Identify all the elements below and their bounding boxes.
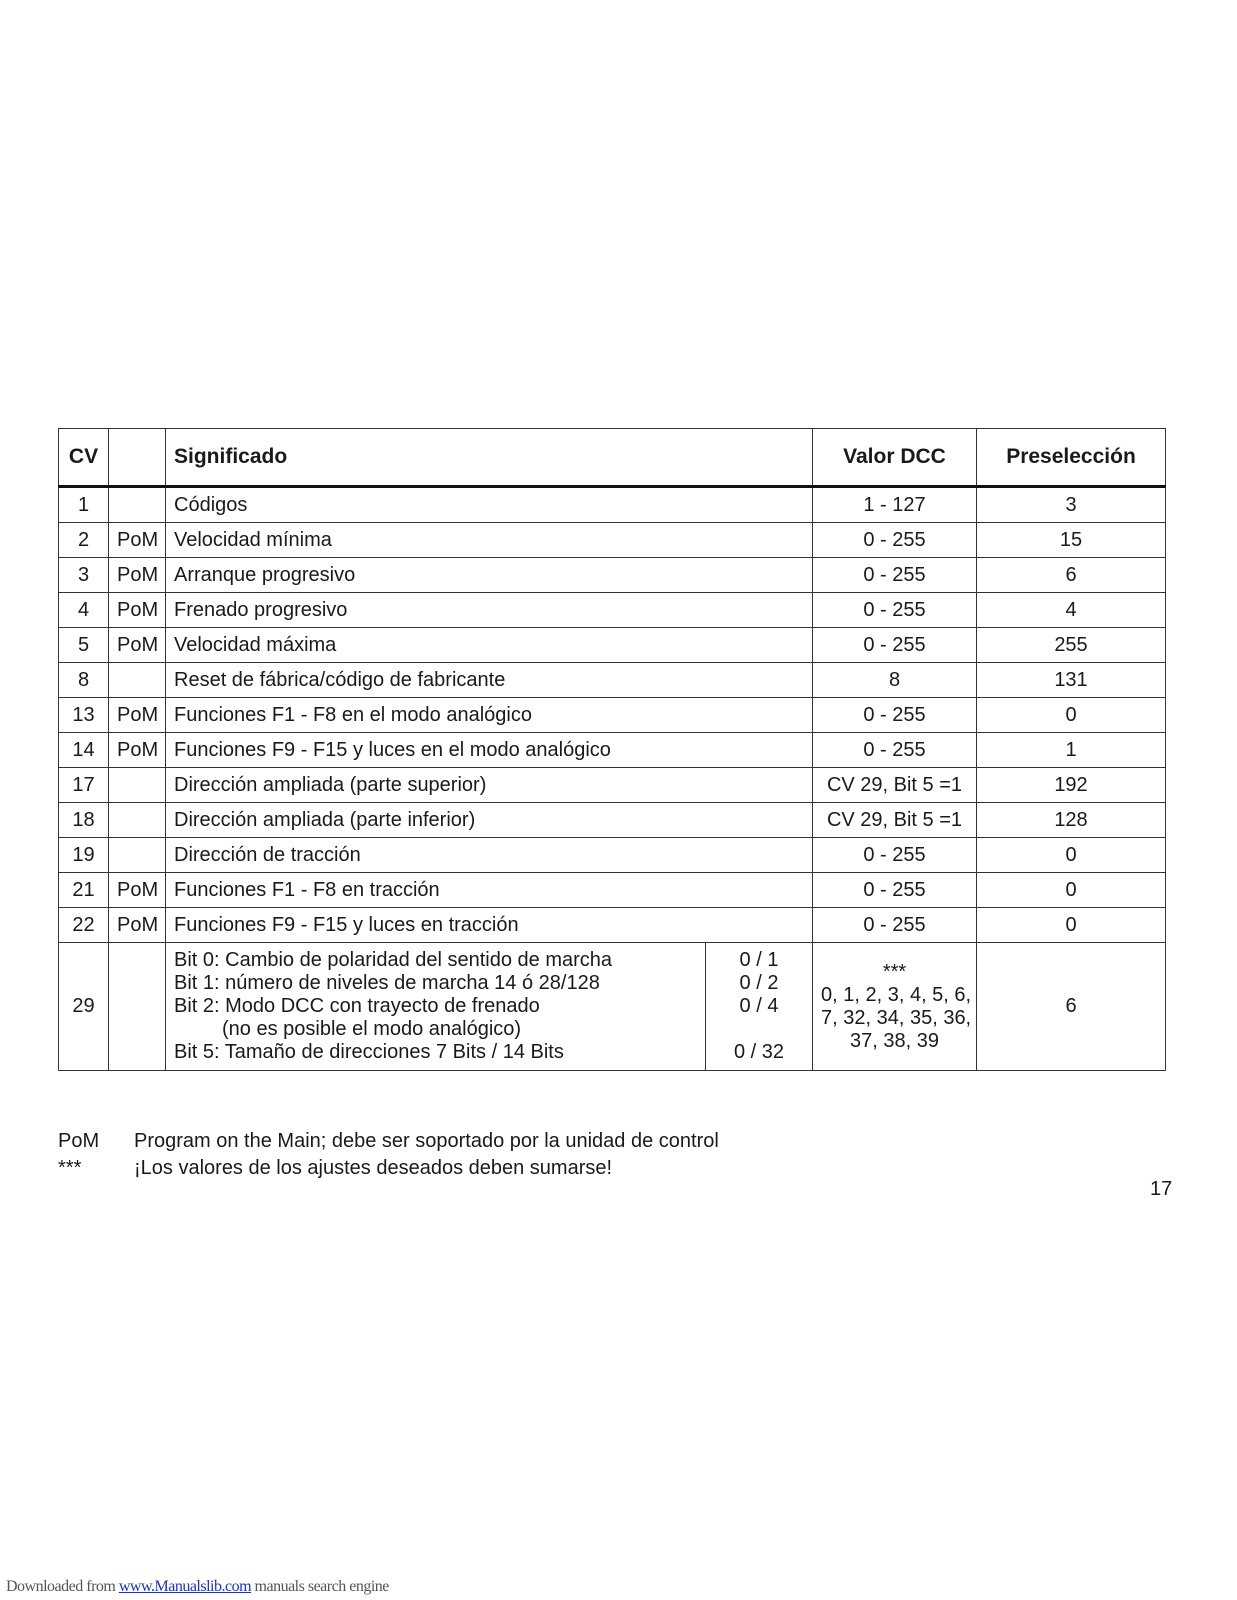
cell-preset: 131 xyxy=(977,663,1166,698)
table-row xyxy=(59,768,1166,803)
cell-preset: 0 xyxy=(977,698,1166,733)
cell-cv: 19 xyxy=(59,838,109,873)
dcc-values-line: 7, 32, 34, 35, 36, xyxy=(821,1006,972,1029)
cell-preset: 255 xyxy=(977,628,1166,663)
cell-pom: PoM xyxy=(109,558,166,593)
cell-dcc-value: 0 - 255 xyxy=(813,558,977,593)
dcc-values-line: 37, 38, 39 xyxy=(850,1029,939,1052)
cell-preset: 0 xyxy=(977,838,1166,873)
cell-pom: PoM xyxy=(109,593,166,628)
cell-cv: 29 xyxy=(59,943,109,1071)
cell-meaning: Frenado progresivo xyxy=(166,593,813,628)
cell-preset: 0 xyxy=(977,873,1166,908)
cell-meaning: Velocidad mínima xyxy=(166,523,813,558)
legend-text: Program on the Main; debe ser soportado por la unidad de control xyxy=(134,1130,719,1152)
footer-suffix: manuals search engine xyxy=(251,1578,389,1595)
cell-cv: 1 xyxy=(59,487,109,523)
cell-dcc-value: 0 - 255 xyxy=(813,523,977,558)
header-cv: CV xyxy=(59,429,109,487)
cell-pom: PoM xyxy=(109,628,166,663)
cell-preset: 15 xyxy=(977,523,1166,558)
table-row xyxy=(59,803,1166,838)
cell-cv: 21 xyxy=(59,873,109,908)
table-row xyxy=(59,733,1166,768)
cell-pom xyxy=(109,803,166,838)
cell-dcc-value: 0 - 255 xyxy=(813,873,977,908)
cell-meaning: Funciones F1 - F8 en el modo analógico xyxy=(166,698,813,733)
table-row xyxy=(59,593,1166,628)
footer-prefix: Downloaded from xyxy=(6,1578,119,1595)
cell-pom: PoM xyxy=(109,908,166,943)
cell-dcc-value: CV 29, Bit 5 =1 xyxy=(813,768,977,803)
cell-dcc-value: 0 - 255 xyxy=(813,628,977,663)
header-pom xyxy=(109,429,166,487)
cell-bit-values xyxy=(706,943,813,1071)
cell-pom: PoM xyxy=(109,873,166,908)
cell-preset: 4 xyxy=(977,593,1166,628)
cell-pom: PoM xyxy=(109,698,166,733)
cell-dcc-value: 0 - 255 xyxy=(813,838,977,873)
cell-meaning: Dirección ampliada (parte inferior) xyxy=(166,803,813,838)
cell-meaning: Dirección de tracción xyxy=(166,838,813,873)
cell-cv: 5 xyxy=(59,628,109,663)
table-row xyxy=(59,487,1166,523)
table-row xyxy=(59,838,1166,873)
table-row xyxy=(59,558,1166,593)
cell-dcc-value: 0 - 255 xyxy=(813,733,977,768)
bit-5-text: Bit 5: Tamaño de direcciones 7 Bits / 14 Bits xyxy=(174,1041,564,1063)
cell-meaning: Funciones F1 - F8 en tracción xyxy=(166,873,813,908)
table-row-cv29 xyxy=(59,943,1166,1071)
cell-cv: 17 xyxy=(59,768,109,803)
cell-cv: 22 xyxy=(59,908,109,943)
bit-2-note-value xyxy=(714,1018,804,1041)
cell-pom xyxy=(109,768,166,803)
bit-5-value: 0 / 32 xyxy=(733,1041,785,1063)
cell-cv: 3 xyxy=(59,558,109,593)
cell-pom xyxy=(109,838,166,873)
cell-preset: 3 xyxy=(977,487,1166,523)
table-row xyxy=(59,663,1166,698)
cell-meaning: Códigos xyxy=(166,487,813,523)
header-meaning: Significado xyxy=(166,429,813,487)
legend-text: ¡Los valores de los ajustes deseados deben sumarse! xyxy=(134,1157,613,1179)
download-footer xyxy=(6,1578,389,1596)
cell-dcc-value: 0 - 255 xyxy=(813,593,977,628)
cell-cv: 14 xyxy=(59,733,109,768)
legend-item xyxy=(58,1128,719,1155)
cell-dcc-value: CV 29, Bit 5 =1 xyxy=(813,803,977,838)
cell-meaning: Arranque progresivo xyxy=(166,558,813,593)
cell-cv: 2 xyxy=(59,523,109,558)
cell-meaning: Dirección ampliada (parte superior) xyxy=(166,768,813,803)
bit-1-text: Bit 1: número de niveles de marcha 14 ó 28/128 xyxy=(174,972,600,994)
cell-dcc-value: 0 - 255 xyxy=(813,908,977,943)
legend-key: PoM xyxy=(58,1130,100,1152)
cell-meaning: Reset de fábrica/código de fabricante xyxy=(166,663,813,698)
header-dcc-value: Valor DCC xyxy=(813,429,977,487)
dcc-values-line: 0, 1, 2, 3, 4, 5, 6, xyxy=(821,983,972,1006)
table-row xyxy=(59,628,1166,663)
cell-cv: 8 xyxy=(59,663,109,698)
bit-2-text: Bit 2: Modo DCC con trayecto de frenado xyxy=(174,995,540,1017)
cell-preset: 6 xyxy=(977,558,1166,593)
table-row xyxy=(59,873,1166,908)
cell-dcc-value: 1 - 127 xyxy=(813,487,977,523)
cell-dcc-value: 8 xyxy=(813,663,977,698)
bit-0-text: Bit 0: Cambio de polaridad del sentido de marcha xyxy=(174,949,613,971)
legend-item xyxy=(58,1155,719,1182)
cell-pom xyxy=(109,663,166,698)
cell-cv: 4 xyxy=(59,593,109,628)
header-preset: Preselección xyxy=(977,429,1166,487)
table-row xyxy=(59,908,1166,943)
cell-meaning: Funciones F9 - F15 y luces en tracción xyxy=(166,908,813,943)
manualslib-link[interactable]: www.Manualslib.com xyxy=(118,1578,252,1595)
cell-dcc-value xyxy=(813,943,977,1071)
cell-pom: PoM xyxy=(109,733,166,768)
bit-1-value: 0 / 2 xyxy=(739,972,779,994)
cell-cv: 13 xyxy=(59,698,109,733)
table-row xyxy=(59,698,1166,733)
cell-cv: 18 xyxy=(59,803,109,838)
cell-preset: 192 xyxy=(977,768,1166,803)
cell-pom: PoM xyxy=(109,523,166,558)
cell-meaning: Velocidad máxima xyxy=(166,628,813,663)
bit-2-value: 0 / 4 xyxy=(739,995,779,1017)
cell-preset: 0 xyxy=(977,908,1166,943)
cell-bit-descriptions xyxy=(166,943,706,1071)
cell-preset: 128 xyxy=(977,803,1166,838)
cv-table xyxy=(58,428,1166,1071)
cell-pom xyxy=(109,943,166,1071)
cell-preset: 1 xyxy=(977,733,1166,768)
cell-pom xyxy=(109,487,166,523)
page-number: 17 xyxy=(1150,1178,1173,1200)
table-header-row xyxy=(59,429,1166,487)
bit-0-value: 0 / 1 xyxy=(739,949,779,971)
dcc-asterisks: *** xyxy=(882,960,907,983)
cell-meaning: Funciones F9 - F15 y luces en el modo analógico xyxy=(166,733,813,768)
cell-dcc-value: 0 - 255 xyxy=(813,698,977,733)
legend xyxy=(58,1128,719,1182)
legend-key: *** xyxy=(58,1157,82,1179)
table-row xyxy=(59,523,1166,558)
cell-preset: 6 xyxy=(977,943,1166,1071)
bit-2-note: (no es posible el modo analógico) xyxy=(222,1018,522,1040)
